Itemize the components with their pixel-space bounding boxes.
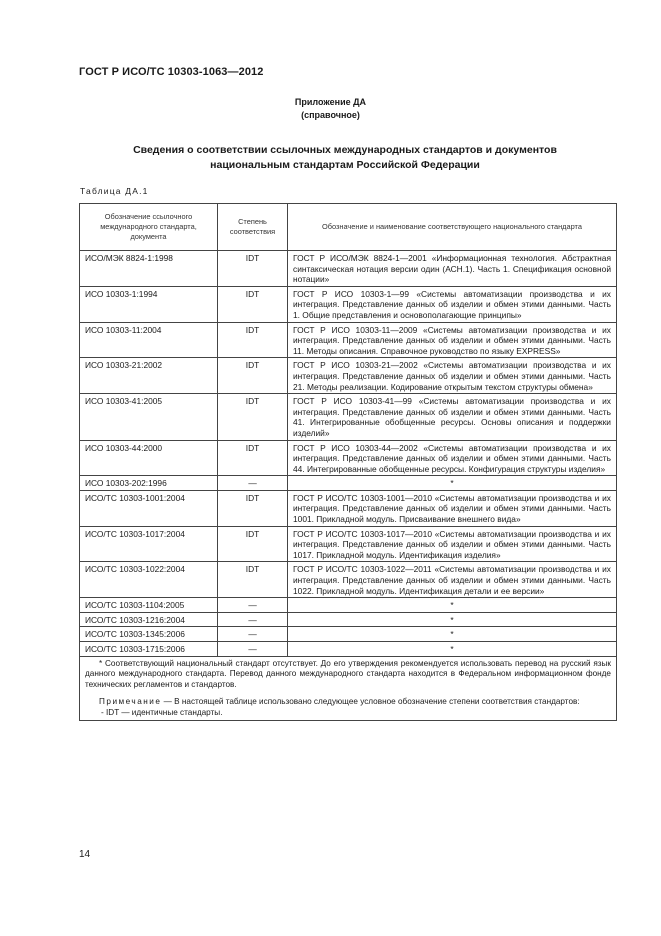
table-row [80, 476, 617, 491]
degree-cell: IDT [218, 526, 288, 562]
reference-cell: ИСО/ТС 10303-1017:2004 [80, 526, 218, 562]
annex-title: Приложение ДА [294, 97, 367, 107]
reference-cell: ИСО 10303-1:1994 [80, 286, 218, 322]
note-item: - IDT — идентичные стандарты. [101, 707, 223, 717]
note [85, 697, 611, 708]
degree-cell: IDT [218, 251, 288, 287]
national-standard-cell: ГОСТ Р ИСО/ТС 10303-1001—2010 «Системы автоматизации производства и их интеграция. Представление данных об изделии и обмен этими данными. Часть 1001. Прикладной модуль. Присваивание внешнего вида» [288, 490, 617, 526]
national-standard-cell: ГОСТ Р ИСО 10303-21—2002 «Системы автоматизации производства и их интеграция. Представление данных об изделии и обмен этими данными. Часть 21. Методы реализации. Кодирование открытым текстом структуры обмена» [288, 358, 617, 394]
national-standard-cell: * [288, 476, 617, 491]
reference-cell: ИСО/ТС 10303-1001:2004 [80, 490, 218, 526]
note-label: Примечание [99, 696, 162, 706]
table-row [80, 286, 617, 322]
column-header-reference: Обозначение ссылочного международного стандарта, документа [80, 204, 218, 251]
table-row [80, 612, 617, 627]
table-row [80, 251, 617, 287]
annex-heading: Сведения о соответствии ссылочных международных стандартов и документов национальным стандартам Российской Федерации [133, 144, 557, 171]
national-standard-cell: ГОСТ Р ИСО/ТС 10303-1017—2010 «Системы автоматизации производства и их интеграция. Представление данных об изделии и обмен этими данными. Часть 1017. Прикладной модуль. Идентификация изделия» [288, 526, 617, 562]
annex-note: (справочное) [301, 110, 360, 120]
degree-cell: IDT [218, 562, 288, 598]
table-row [80, 358, 617, 394]
column-header-degree: Степень соответствия [218, 204, 288, 251]
table-row [80, 440, 617, 476]
national-standard-cell: * [288, 627, 617, 642]
reference-cell: ИСО/МЭК 8824-1:1998 [80, 251, 218, 287]
degree-cell: — [218, 612, 288, 627]
national-standard-cell: * [288, 598, 617, 613]
national-standard-cell: ГОСТ Р ИСО 10303-41—99 «Системы автоматизации производства и их интеграция. Представление данных об изделии и обмен этими данными. Часть 41. Интегрированные обобщенные ресурсы. Основы описания и поддержки изделий» [288, 394, 617, 440]
national-standard-cell: * [288, 642, 617, 657]
national-standard-cell: ГОСТ Р ИСО 10303-1—99 «Системы автоматизации производства и их интеграция. Представление данных об изделии и обмен этими данными. Часть 1. Общие представления и основополагающие принципы» [288, 286, 617, 322]
column-header-national: Обозначение и наименование соответствующего национального стандарта [288, 204, 617, 251]
reference-cell: ИСО/ТС 10303-1104:2005 [80, 598, 218, 613]
national-standard-cell: ГОСТ Р ИСО/ТС 10303-1022—2011 «Системы автоматизации производства и их интеграция. Представление данных об изделии и обмен этими данными. Часть 1022. Прикладной модуль. Идентификация детали и ее версии» [288, 562, 617, 598]
degree-cell: — [218, 627, 288, 642]
table-row [80, 526, 617, 562]
degree-cell: — [218, 642, 288, 657]
table-row [80, 642, 617, 657]
table-row [80, 490, 617, 526]
degree-cell: IDT [218, 490, 288, 526]
reference-cell: ИСО/ТС 10303-1345:2006 [80, 627, 218, 642]
reference-cell: ИСО 10303-21:2002 [80, 358, 218, 394]
table-header-row [80, 204, 617, 251]
reference-cell: ИСО/ТС 10303-1715:2006 [80, 642, 218, 657]
national-standard-cell: * [288, 612, 617, 627]
degree-cell: IDT [218, 440, 288, 476]
document-code: ГОСТ Р ИСО/ТС 10303-1063—2012 [79, 66, 264, 78]
page-number: 14 [79, 849, 91, 860]
reference-cell: ИСО/ТС 10303-1022:2004 [80, 562, 218, 598]
national-standard-cell: ГОСТ Р ИСО 10303-11—2009 «Системы автоматизации производства и их интеграция. Представление данных об изделии и обмен этими данными. Часть 11. Методы описания. Справочное руководство по языку EXPRESS» [288, 322, 617, 358]
correspondence-table [79, 203, 617, 721]
national-standard-cell: ГОСТ Р ИСО 10303-44—2002 «Системы автоматизации производства и их интеграция. Представление данных об изделии и обмен этими данными. Часть 44. Интегрированные обобщенные ресурсы. Конфигурация структуры изделия» [288, 440, 617, 476]
reference-cell: ИСО/ТС 10303-1216:2004 [80, 612, 218, 627]
note-text: — В настоящей таблице использовано следующее условное обозначение степени соответствия стандартов: [161, 696, 580, 706]
footnote: * Соответствующий национальный стандарт отсутствует. До его утверждения рекомендуется использовать перевод на русский язык данного международного стандарта. Перевод данного международного стандарта находится в Федеральном информационном фонде технических регламентов и стандартов. [85, 658, 611, 690]
degree-cell: IDT [218, 286, 288, 322]
table-footer [80, 656, 617, 720]
degree-cell: — [218, 476, 288, 491]
degree-cell: IDT [218, 322, 288, 358]
table-row [80, 394, 617, 440]
table-footer-row [80, 656, 617, 720]
degree-cell: — [218, 598, 288, 613]
reference-cell: ИСО 10303-44:2000 [80, 440, 218, 476]
reference-cell: ИСО 10303-41:2005 [80, 394, 218, 440]
national-standard-cell: ГОСТ Р ИСО/МЭК 8824-1—2001 «Информационная технология. Абстрактная синтаксическая нотация версии один (АСН.1). Часть 1. Спецификация основной нотации» [288, 251, 617, 287]
degree-cell: IDT [218, 394, 288, 440]
table-body [80, 251, 617, 657]
reference-cell: ИСО 10303-11:2004 [80, 322, 218, 358]
table-caption: Таблица ДА.1 [80, 186, 149, 196]
table-row [80, 627, 617, 642]
table-row [80, 322, 617, 358]
reference-cell: ИСО 10303-202:1996 [80, 476, 218, 491]
table-row [80, 598, 617, 613]
degree-cell: IDT [218, 358, 288, 394]
table-row [80, 562, 617, 598]
